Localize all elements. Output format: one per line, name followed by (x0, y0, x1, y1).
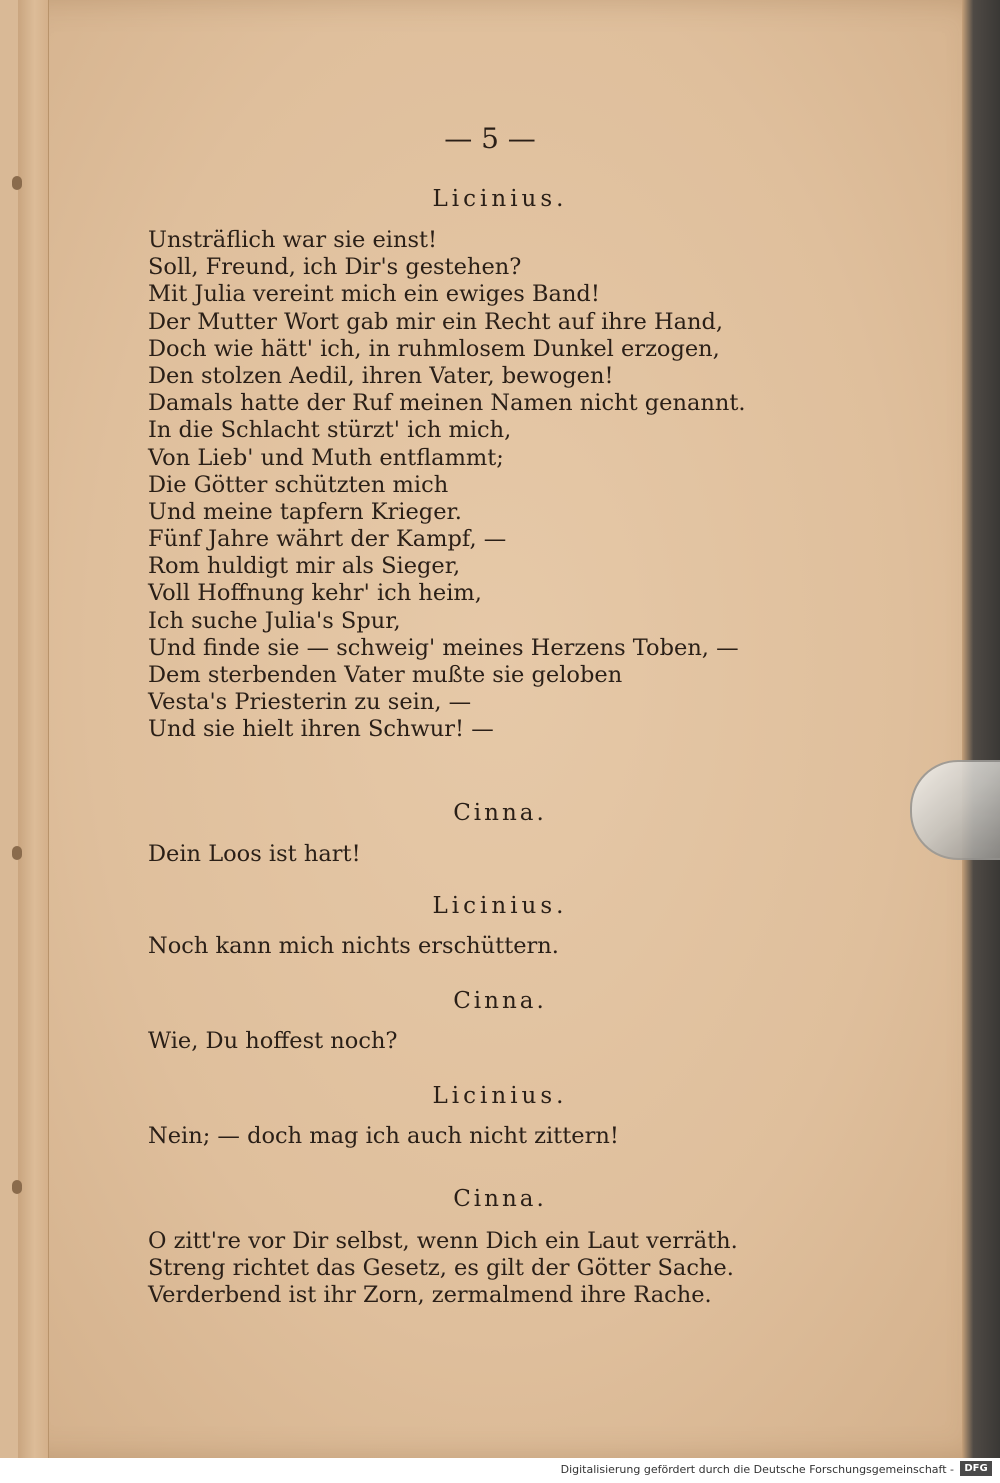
page-spine (18, 0, 49, 1458)
page-number: — 5 — (444, 122, 536, 155)
verse-line: Soll, Freund, ich Dir's gestehen? (148, 254, 522, 281)
binding-stitch (12, 846, 22, 860)
verse-line: In die Schlacht stürzt' ich mich, (148, 417, 512, 444)
verse-line: Fünf Jahre währt der Kampf, — (148, 526, 507, 553)
verse-line: Dein Loos ist hart! (148, 841, 361, 867)
speaker-heading: Licinius. (432, 186, 568, 212)
verse-line: Ich suche Julia's Spur, (148, 607, 401, 634)
verse-line: Streng richtet das Gesetz, es gilt der Götter Sache. (148, 1255, 734, 1282)
page-clip (910, 760, 1000, 860)
verse-line: Unsträflich war sie einst! (148, 227, 438, 253)
verse-line: Noch kann mich nichts erschüttern. (148, 933, 559, 959)
verse-line: Mit Julia vereint mich ein ewiges Band! (148, 281, 600, 308)
speaker-heading: Licinius. (432, 893, 568, 919)
speaker-heading: Licinius. (432, 1083, 568, 1109)
verse-line: Vesta's Priesterin zu sein, — (148, 689, 472, 716)
binding-stitch (12, 176, 22, 190)
verse-line: Verderbend ist ihr Zorn, zermalmend ihre Rache. (148, 1282, 712, 1309)
verse-line: Und sie hielt ihren Schwur! — (148, 716, 494, 743)
speaker-heading: Cinna. (453, 800, 547, 826)
verse-line: Wie, Du hoffest noch? (148, 1028, 398, 1054)
verse-line: Dem sterbenden Vater mußte sie geloben (148, 662, 623, 688)
verse-line: Und meine tapfern Krieger. (148, 498, 462, 525)
funding-credit: Digitalisierung gefördert durch die Deutsche Forschungsgemeinschaft - (560, 1463, 954, 1476)
verse-line: Doch wie hätt' ich, in ruhmlosem Dunkel erzogen, (148, 335, 720, 362)
verse-line: Nein; — doch mag ich auch nicht zittern! (148, 1123, 619, 1149)
verse-line: Voll Hoffnung kehr' ich heim, (148, 580, 482, 607)
verse-line: Und finde sie — schweig' meines Herzens Toben, — (148, 634, 739, 661)
verse-line: Die Götter schützten mich (148, 471, 449, 498)
speaker-heading: Cinna. (453, 1186, 547, 1212)
scan-background-edge (962, 0, 1000, 1458)
verse-block (148, 227, 768, 744)
speaker-heading: Cinna. (453, 988, 547, 1014)
verse-line: Damals hatte der Ruf meinen Namen nicht genannt. (148, 390, 746, 417)
verse-line: Der Mutter Wort gab mir ein Recht auf ihre Hand, (148, 308, 724, 335)
verse-line: Von Lieb' und Muth entflammt; (148, 444, 504, 471)
verse-line: Rom huldigt mir als Sieger, (148, 553, 461, 580)
verse-line: O zitt're vor Dir selbst, wenn Dich ein Laut verräth. (148, 1228, 738, 1254)
binding-stitch (12, 1180, 22, 1194)
dfg-logo: DFG (960, 1461, 992, 1476)
verse-line: Den stolzen Aedil, ihren Vater, bewogen! (148, 362, 614, 389)
verse-block (148, 1228, 768, 1310)
